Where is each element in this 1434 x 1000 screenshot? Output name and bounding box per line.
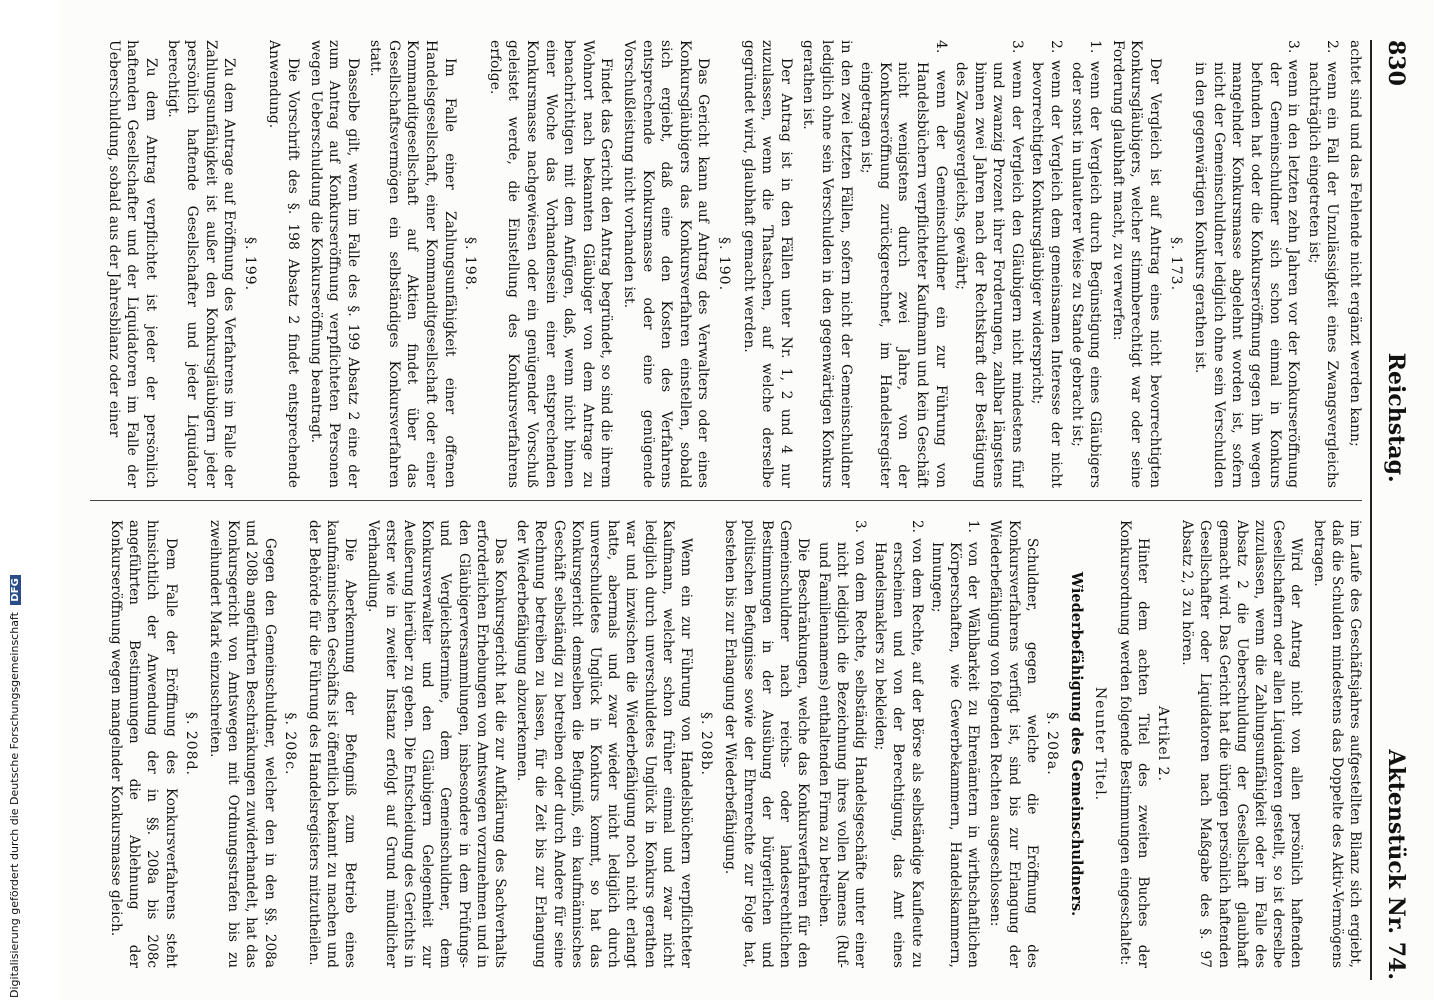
header-center: Reichstag. (1383, 352, 1409, 483)
paragraph: Die Vorschrift des §. 198 Absatz 2 findet entsprechende Anwendung. (266, 40, 301, 488)
list-item: 2. wenn der Vergleich dem gemeinsamen Interesse der nicht bevorrechtigten Konkursgläubiger widerspricht; (1029, 40, 1065, 488)
paragraph: Der Vergleich ist auf Antrag eines nicht bevorrechtigten Konkursgläubigers, welcher stimmberechtigt war oder seine Forderung glaubhaft macht, zu verwerfen: (1109, 40, 1164, 488)
section-heading: §. 208a. (1043, 712, 1060, 776)
section-heading: §. 173. (1167, 236, 1184, 292)
paragraph: Wenn ein zur Führung von Handelsbüchern verpflichteter Kaufmann, welcher schon früher einmal und zwar nicht lediglich durch unverschuldetes Unglück in Konkurs gerathen war und inzwischen die Wiederbefähigung noch nicht erlangt hatte, abermals und zwar wieder nicht lediglich durch unverschuldetes Unglück in Konkurs kommt, so hat das Konkursgericht demselben die Befugniß, ein kaufmännisches Geschäft selbständig zu betreiben oder durch Andere für seine Rechnung betreiben zu lassen, für die Zeit bis zur Erlangung der Wiederbefähigung abzuerkennen. (514, 520, 695, 968)
list-item: 2. wenn ein Fall der Unzulässigkeit eines Zwangsvergleichs nachträglich eingetreten ist; (1305, 40, 1341, 488)
paragraph: Das Gericht kann auf Antrag des Verwalters oder eines Konkursgläubigers das Konkursverfahren einstellen, sobald sich ergiebt, daß eine den Kosten des Verfahrens entsprechende Konkursmasse oder eine genügende Vorschußleistung nicht vorhanden ist. (621, 40, 712, 488)
paragraph: Dem Falle der Eröffnung des Konkursverfahrens steht hinsichtlich der Anwendung der in §§. 208a bis 208c angeführten Bestimmungen die Ablehnung der Konkurseröffnung wegen mangelnder Konkursmasse gleich. (108, 520, 179, 968)
section-heading: §. 208c. (281, 712, 298, 776)
list-item: 3. von dem Rechte, selbständig Handelsgeschäfte unter einer nicht lediglich die Bezeichnung ihres vollen Namens (Ruf- und Familiennamens) enthaltenden Firma zu betreiben. (815, 520, 868, 968)
digitization-credit (8, 575, 21, 998)
list-item: 3. wenn der Vergleich den Gläubigern nicht mindestens fünf und zwanzig Prozent ihrer Forderungen, zahlbar längstens binnen zwei Jahren nach der Rechtskraft der Bestätigung des Zwangsvergleichs, gewährt; (953, 40, 1025, 488)
list-item: 3. wenn in den letzten zehn Jahren vor der Konkurseröffnung der Gemeinschuldner sich schon einmal in Konkurs befunden hat oder die Konkurseröffnung gegen ihn wegen mangelnder Konkursmasse abgelehnt worden ist, sofern nicht der Gemeinschuldner lediglich ohne sein Verschulden in den gegenwärtigen Konkurs gerathen ist. (1192, 40, 1302, 488)
paragraph: Der Antrag ist in den Fällen unter Nr. 1, 2 und 4 nur zuzulassen, wenn die Thatsachen, auf welche derselbe gegründet wird, glaubhaft gemacht werden. (740, 40, 794, 488)
dfg-logo: DFG (10, 575, 21, 604)
paragraph: Im Falle einer Zahlungsunfähigkeit einer offenen Handelsgesellschaft, einer Kommanditgesellschaft oder einer Kommanditgesellschaft auf Aktien findet über das Gesellschaftsvermögen ein selbständiges Konkursverfahren statt. (367, 40, 458, 488)
title-subheading: Wiederbefähigung des Gemeinschuldners. (1068, 571, 1086, 917)
paragraph: Hinter dem achten Titel des zweiten Buches der Konkursordnung werden folgende Bestimmungen eingeschaltet: (1116, 520, 1151, 968)
section-heading: §. 208d. (182, 711, 199, 777)
list-item: 1. von der Wählbarkeit zu Ehrenämtern in wirthschaftlichen Körperschaften, wie Gewerbekammern, Handelskammern, Innungen; (928, 520, 982, 968)
paragraph: Schuldner, gegen welche die Eröffnung des Konkursverfahrens verfügt ist, sind bis zur Erlangung der Wiederbefähigung von folgenden Rechten ausgeschlossen: (987, 520, 1040, 968)
paragraph: Dasselbe gilt, wenn im Falle des §. 199 Absatz 2 eine der zum Antrag auf Konkurseröffnung verpflichteten Personen wegen Ueberschuldung die Konkurseröffnung beantragt. (307, 40, 361, 488)
paragraph: Die Aberkennung der Befugniß zum Betrieb eines kaufmännischen Geschäfts ist öffentlich bekannt zu machen und der Behörde für die Führung des Handelsregisters mitzutheilen. (306, 520, 359, 968)
page-number: 830 (1383, 40, 1409, 86)
paragraph: Gegen den Gemeinschuldner, welcher den in den §§. 208a und 208b angeführten Beschränkungen zuwiderhandelt, hat das Konkursgericht von Amtswegen mit Ordnungsstrafen bis zu zweihundert Mark einzuschreiten. (207, 520, 278, 968)
paragraph: in den zwei letzten Fällen, sofern nicht der Gemeinschuldner lediglich ohne sein Verschulden in den gegenwärtigen Konkurs gerathen ist. (800, 40, 854, 488)
paragraph: Das Konkursgericht hat die zur Aufklärung des Sachverhalts erforderlichen Erhebungen von Amtswegen vorzunehmen und in den Gläubigerversammlungen, insbesondere in dem Prüfungs- und Vergleichstermine, dem Gemeinschuldner, dem Konkursverwalter und den Gläubigern Gelegenheit zur Aeußerung hierüber zu geben. Die Entscheidung des Gerichts in erster wie in zweiter Instanz erfolgt auf Grund mündlicher Verhandlung. (364, 520, 509, 968)
section-heading: §. 198. (462, 236, 479, 292)
list-item: 1. wenn der Vergleich durch Begünstigung eines Gläubigers oder sonst in unlauterer Weise zu Stande gebracht ist; (1068, 40, 1104, 488)
page-margin (0, 0, 34, 1000)
paragraph: Zu dem Antrag verpflichtet ist jeder der persönlich haftenden Gesellschafter und der Liquidatoren im Falle der Ueberschuldung, sobald aus der Jahresbilanz oder einer (105, 40, 159, 488)
section-heading: §. 208b. (698, 711, 715, 777)
paragraph: Zu dem Antrage auf Eröffnung des Verfahrens im Falle der Zahlungsunfähigkeit ist außer den Konkursgläubigern jeder persönlich haftende Gesellschafter und jeder Liquidator berechtigt. (165, 40, 238, 488)
list-item: 4. wenn der Gemeinschuldner ein zur Führung von Handelsbüchern verpflichteter Kaufmann und kein Geschäft nicht wenigstens durch zwei Jahre, von der Konkurseröffnung zurückgerechnet, im Handelsregister eingetragen ist; (858, 40, 949, 488)
header-right: Aktenstück Nr. 74. (1383, 749, 1409, 980)
section-heading: §. 190. (716, 236, 732, 292)
column-divider (90, 500, 1362, 501)
list-item: 2. von dem Rechte, auf der Börse als selbständige Kaufleute zu erscheinen und von der Berechtigung, das Amt eines Handelsmaklers zu bekleiden; (872, 520, 925, 968)
paragraph: achtet sind und das Fehlende nicht ergänzt werden kann; (1347, 40, 1363, 447)
section-heading: §. 199. (241, 236, 258, 292)
title-heading: Neunter Titel. (1092, 686, 1109, 802)
page-header (1376, 40, 1416, 980)
left-column (90, 40, 1364, 488)
paragraph: Findet das Gericht den Antrag begründet, so sind die ihrem Wohnort nach bekannten Gläubiger von dem Antrage zu benachrichtigen mit dem Anfügen, daß, wenn nicht binnen einer Woche das Vorhandensein einer entsprechenden Konkursmasse nachgewiesen oder ein genügender Vorschuß geleistet werde, die Einstellung des Konkursverfahrens erfolge. (486, 40, 615, 488)
header-rule (1370, 40, 1372, 980)
paragraph: im Laufe des Geschäftsjahres aufgestellten Bilanz sich ergiebt, daß die Schulden mindestens das Doppelte des Aktiv-Vermögens betragen. (1310, 520, 1363, 968)
paragraph: Wird der Antrag nicht von allen persönlich haftenden Gesellschaftern oder allen Liquidatoren gestellt, so ist derselbe zuzulassen, wenn die Zahlungsunfähigkeit oder im Falle des Absatz 2 die Ueberschuldung der Gesellschaft glaubhaft gemacht wird. Das Gericht hat die übrigen persönlich haftenden Gesellschafter oder Liquidatoren nach Maßgabe des §. 97 Absatz 2, 3 zu hören. (1179, 520, 1305, 968)
right-column (90, 520, 1364, 968)
article-heading: Artikel 2. (1154, 706, 1171, 782)
document-page (60, 0, 1434, 1000)
paragraph: Die Beschränkungen, welche das Konkursverfahren für den Gemeinschuldner nach reichs- oder landesrechtlichen Bestimmungen in der Ausübung der bürgerlichen und politischen Befugnisse sowie der Ehrenrechte zur Folge hat, bestehen bis zur Erlangung der Wiederbefähigung. (722, 520, 812, 968)
credit-text: Digitalisierung gefördert durch die Deutsche Forschungsgemeinschaft (8, 612, 21, 998)
